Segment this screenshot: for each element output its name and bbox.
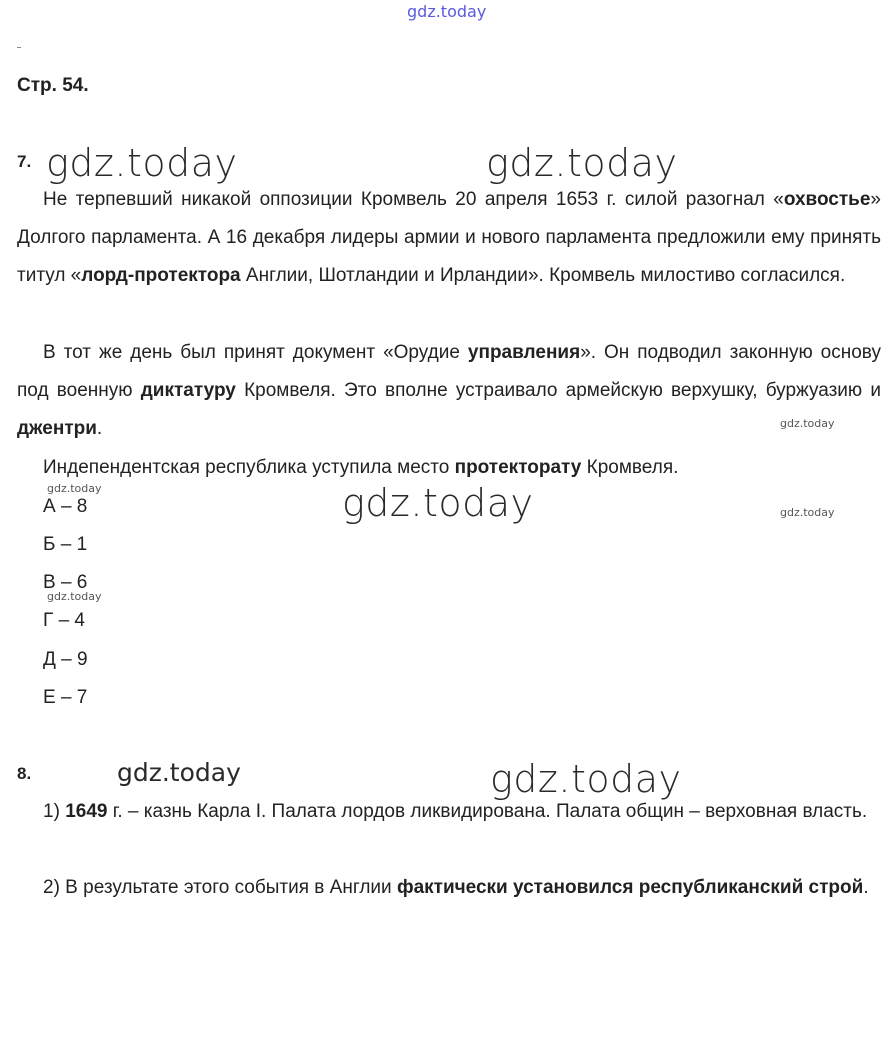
page-header: Стр. 54. bbox=[17, 75, 89, 96]
watermark: gdz.today bbox=[46, 141, 238, 185]
answer-item: А – 8 bbox=[43, 496, 88, 517]
question-7-number: 7. bbox=[17, 152, 32, 171]
page-mark bbox=[17, 47, 21, 48]
q8-paragraph-1: 1) 1649 г. – казнь Карла I. Палата лордов ликвидирована. Палата общин – верховная власть. bbox=[43, 801, 868, 822]
watermark: gdz.today bbox=[47, 590, 102, 603]
answer-item: В – 6 bbox=[43, 572, 88, 593]
watermark: gdz.today bbox=[486, 141, 678, 185]
answer-item: Г – 4 bbox=[43, 610, 85, 631]
watermark: gdz.today bbox=[490, 757, 682, 801]
watermark: gdz.today bbox=[780, 506, 835, 519]
watermark: gdz.today bbox=[117, 758, 241, 787]
watermark: gdz.today bbox=[342, 481, 534, 525]
answer-item: Е – 7 bbox=[43, 687, 88, 708]
watermark: gdz.today bbox=[780, 417, 835, 430]
q7-paragraph-2: В тот же день был принят документ «Орудие управления». Он подводил законную основу под военную диктатуру Кромвеля. Это вполне устраивало армейскую верхушку, буржуазию и джентри. bbox=[17, 342, 881, 439]
answer-item: Д – 9 bbox=[43, 649, 88, 670]
answer-item: Б – 1 bbox=[43, 534, 88, 555]
watermark-top: gdz.today bbox=[407, 2, 487, 21]
q7-paragraph-1: Не терпевший никакой оппозиции Кромвель 20 апреля 1653 г. силой разогнал «охвостье» Долгого парламента. А 16 декабря лидеры армии и нового парламента предложили ему принять титул «лорд-протектора Англии, Шотландии и Ирландии». Кромвель милостиво согласился. bbox=[17, 189, 881, 286]
watermark: gdz.today bbox=[47, 482, 102, 495]
q8-paragraph-2: 2) В результате этого события в Англии фактически установился республиканский строй. bbox=[43, 877, 869, 898]
question-8-number: 8. bbox=[17, 764, 32, 783]
q7-paragraph-3: Индепендентская республика уступила место протекторату Кромвеля. bbox=[43, 457, 679, 478]
